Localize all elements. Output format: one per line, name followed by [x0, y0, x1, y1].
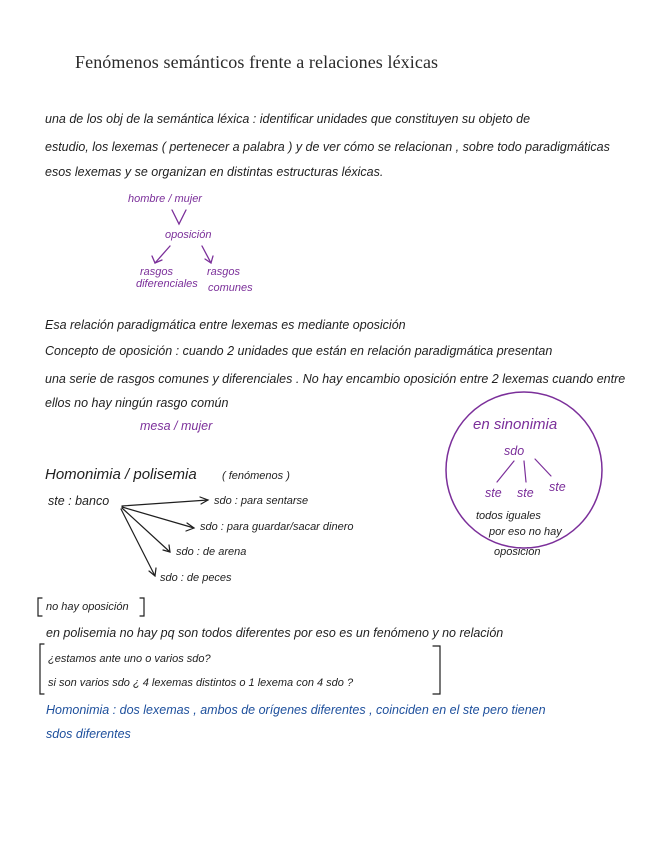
page-title: Fenómenos semánticos frente a relaciones léxicas [75, 52, 439, 72]
homonymy-tag: ( fenómenos ) [222, 470, 290, 482]
homonimia-definition-1: Homonimia : dos lexemas , ambos de orígenes diferentes , coinciden en el ste pero tienen [46, 703, 546, 717]
synonymy-title: en sinonimia [473, 416, 558, 433]
diagram-right-label-1: rasgos [207, 266, 241, 278]
synonymy-leaf-3: ste [549, 480, 566, 494]
synonymy-note-2: por eso no hay [489, 526, 562, 538]
opposition-line-2: Concepto de oposición : cuando 2 unidades que están en relación paradigmática presentan [45, 344, 553, 358]
homonymy-branch-4: sdo : de peces [160, 572, 232, 584]
fan-line-2 [122, 507, 194, 528]
diagram-left-label-2: diferenciales [136, 278, 198, 290]
opposition-example: mesa / mujer [140, 419, 213, 433]
synonymy-branch-left [497, 461, 514, 482]
diagram-left-arrow [155, 246, 170, 263]
synonymy-note-3: oposición [494, 546, 541, 558]
no-opposition-bracket-left [38, 598, 42, 616]
synonymy-branch-right [535, 459, 551, 476]
fan-line-4 [121, 509, 155, 576]
intro-line-1: una de los obj de la semántica léxica : identificar unidades que constituyen su objeto de [45, 112, 531, 126]
polysemy-note: en polisemia no hay pq son todos diferentes por eso es un fenómeno y no relación [46, 626, 504, 640]
question-bracket-right [433, 646, 440, 694]
synonymy-branch-mid [524, 461, 526, 482]
homonimia-definition-2: sdos diferentes [46, 727, 131, 741]
fan-line-1 [122, 500, 208, 506]
opposition-line-1: Esa relación paradigmática entre lexemas es mediante oposición [45, 318, 406, 332]
diagram-opposition-label: oposición [165, 229, 212, 241]
homonymy-branch-3: sdo : de arena [176, 546, 247, 558]
intro-line-2: estudio, los lexemas ( pertenecer a palabra ) y de ver cómo se relacionan , sobre todo paradigmáticas [45, 140, 610, 154]
homonymy-branch-2: sdo : para guardar/sacar dinero [200, 521, 354, 533]
opposition-line-3: una serie de rasgos comunes y diferenciales . No hay encambio oposición entre 2 lexemas cuando entre [45, 372, 626, 386]
question-1: ¿estamos ante uno o varios sdo? [48, 653, 211, 665]
intro-line-3: esos lexemas y se organizan en distintas estructuras léxicas. [45, 165, 384, 179]
synonymy-center: sdo [504, 444, 525, 458]
homonymy-root: ste : banco [48, 494, 110, 508]
homonymy-branch-1: sdo : para sentarse [214, 495, 309, 507]
no-opposition-bracket-right [140, 598, 144, 616]
homonymy-heading: Homonimia / polisemia [45, 466, 197, 483]
opposition-line-4: ellos no hay ningún rasgo común [45, 396, 229, 410]
synonymy-leaf-1: ste [485, 486, 502, 500]
diagram-left-label-1: rasgos [140, 266, 174, 278]
diagram-top-label: hombre / mujer [128, 193, 202, 205]
question-2: si son varios sdo ¿ 4 lexemas distintos o 1 lexema con 4 sdo ? [48, 677, 354, 689]
fan-line-3 [122, 508, 170, 552]
question-bracket-left [40, 644, 44, 694]
diagram-down-arrow [172, 210, 186, 224]
synonymy-note-1: todos iguales [476, 510, 541, 522]
synonymy-leaf-2: ste [517, 486, 534, 500]
diagram-right-label-2: comunes [208, 282, 253, 294]
diagram-right-arrow [202, 246, 211, 263]
no-opposition-note: no hay oposición [46, 601, 129, 613]
